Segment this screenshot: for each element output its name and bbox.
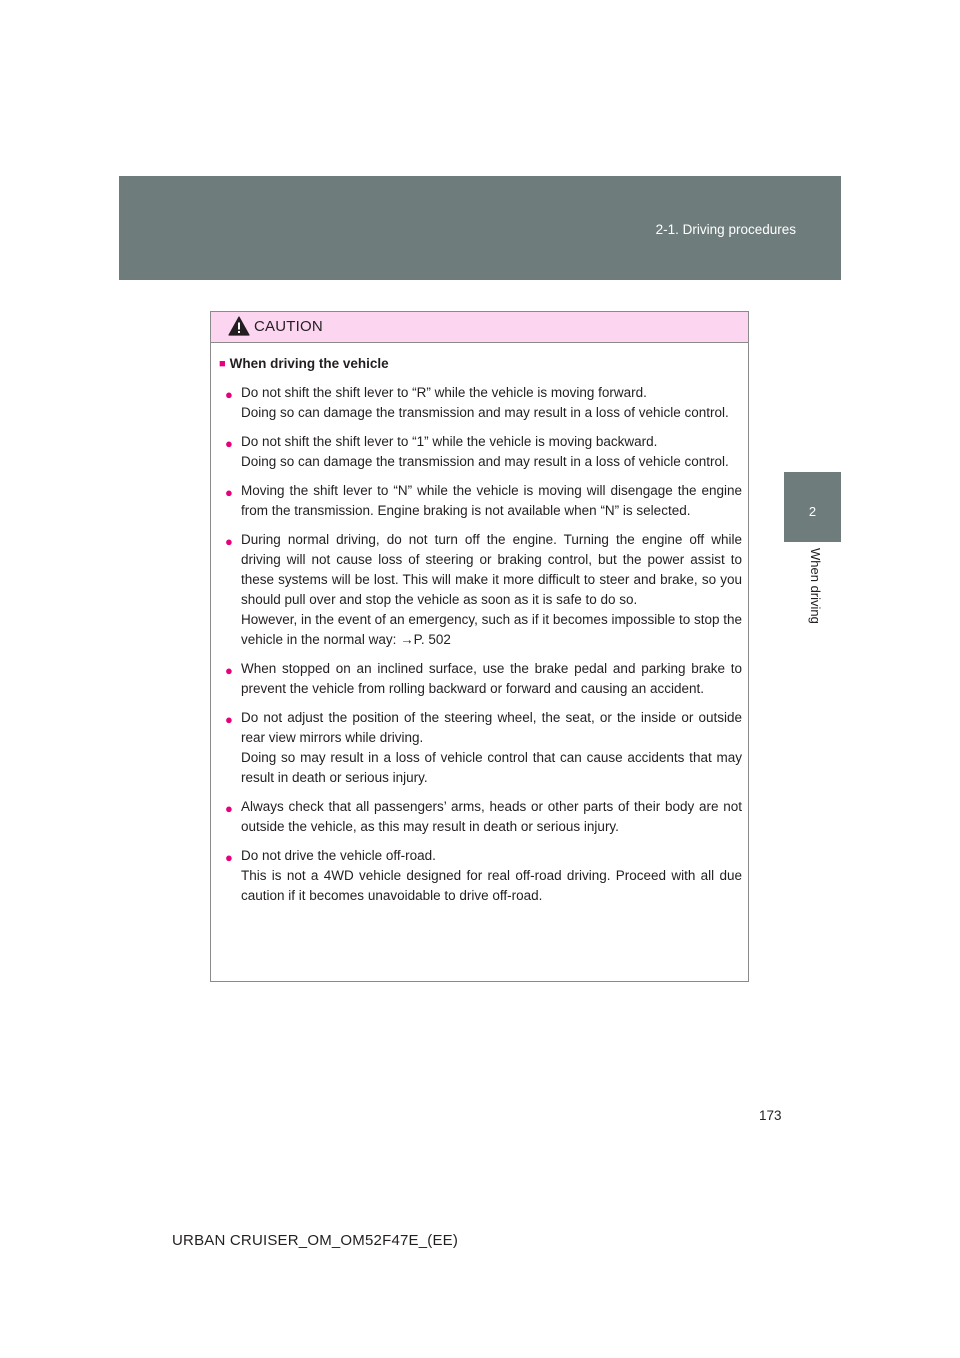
bullet-text: During normal driving, do not turn off the engine. Turning the engine off while driving will not cause loss of steering or braking control, but the power assist to these systems will be lost. This will make it more difficult to steer and brake, so you should pull over and stop the vehicle as soon as it is safe to do so. [241,532,742,607]
circle-bullet-icon: ● [225,712,233,727]
bullet-text: However, in the event of an emergency, such as if it becomes impossible to stop the vehicle in the normal way: →P. 502 [241,612,743,647]
list-item [219,708,742,788]
section-title: 2-1. Driving procedures [655,222,796,237]
bullet-text: Do not shift the shift lever to “R” while the vehicle is moving forward. [241,385,647,400]
bullet-text: Doing so may result in a loss of vehicle control that can cause accidents that may result in death or serious injury. [241,750,742,785]
list-item [219,481,742,521]
list-item [219,846,742,906]
list-item [219,383,742,423]
circle-bullet-icon: ● [225,534,233,549]
list-item [219,432,742,472]
caution-box [210,311,749,982]
chapter-tab[interactable] [784,472,841,542]
caution-title: CAUTION [254,318,323,335]
bullet-text: Doing so can damage the transmission and may result in a loss of vehicle control. [241,454,729,469]
circle-bullet-icon: ● [225,850,233,865]
bullet-text: This is not a 4WD vehicle designed for real off-road driving. Proceed with all due caution if it becomes unavoidable to drive off-road. [241,868,742,903]
header-band [119,176,841,280]
list-item [219,530,742,650]
chapter-number: 2 [808,504,817,519]
bullet-text: Do not adjust the position of the steering wheel, the seat, or the inside or outside rear view mirrors while driving. [241,710,742,745]
caution-header [211,312,748,343]
list-item [219,797,742,837]
circle-bullet-icon: ● [225,485,233,500]
caution-body [211,343,748,906]
list-item [219,659,742,699]
bullet-text: Do not shift the shift lever to “1” while the vehicle is moving backward. [241,434,658,449]
bullet-text: Do not drive the vehicle off-road. [241,848,436,863]
page-number: 173 [759,1108,782,1123]
bullet-text: When stopped on an inclined surface, use the brake pedal and parking brake to prevent the vehicle from rolling backward or forward and causing an accident. [241,661,742,696]
circle-bullet-icon: ● [225,801,233,816]
footer-text: URBAN CRUISER_OM_OM52F47E_(EE) [172,1232,459,1249]
bullet-text: Moving the shift lever to “N” while the vehicle is moving will disengage the engine from the transmission. Engine braking is not available when “N” is selected. [241,483,742,518]
warning-triangle-icon [228,316,250,336]
circle-bullet-icon: ● [225,663,233,678]
bullet-text: Doing so can damage the transmission and may result in a loss of vehicle control. [241,405,729,420]
chapter-label: When driving [808,548,823,624]
caution-subheading: ■ When driving the vehicle [219,356,389,371]
square-bullet-icon: ■ [219,358,226,370]
caution-list [219,383,742,906]
circle-bullet-icon: ● [225,387,233,402]
circle-bullet-icon: ● [225,436,233,451]
bullet-text: Always check that all passengers’ arms, heads or other parts of their body are not outside the vehicle, as this may result in death or serious injury. [241,799,742,834]
